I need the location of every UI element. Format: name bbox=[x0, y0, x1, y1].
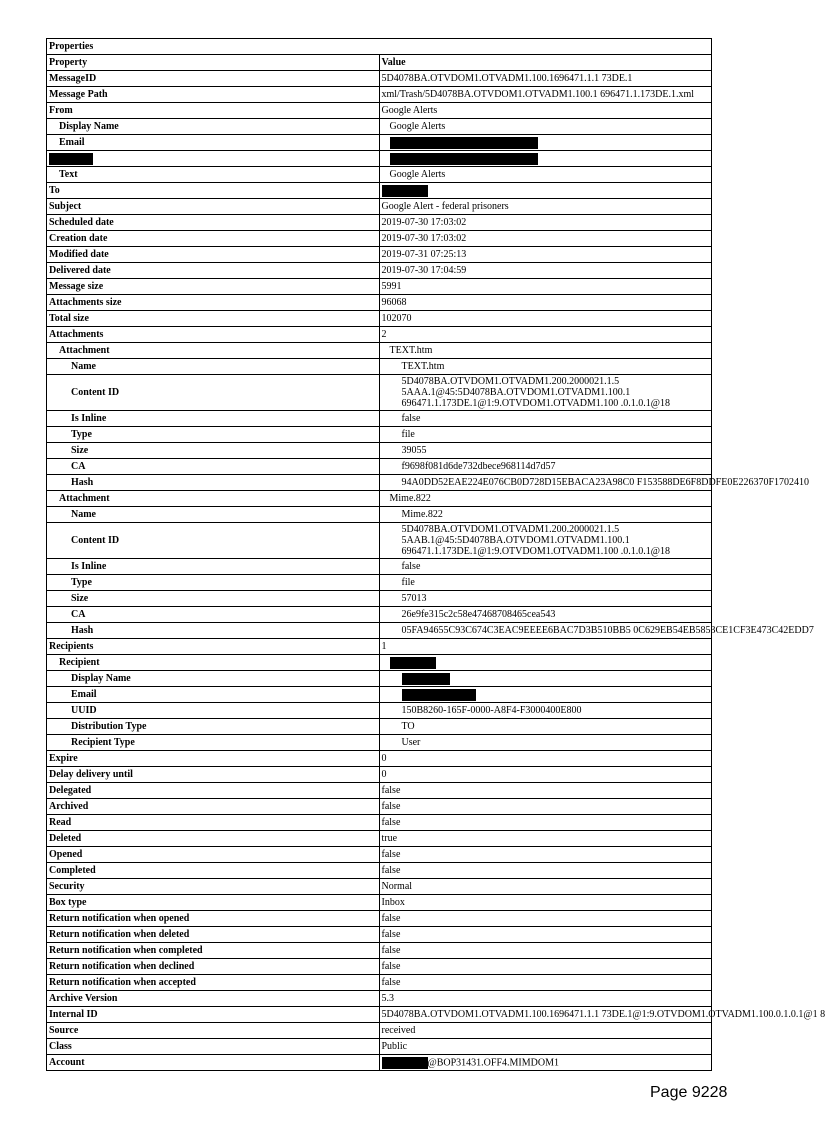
column-header-property: Property bbox=[47, 55, 380, 71]
row-value bbox=[379, 687, 712, 703]
row-label: Return notification when accepted bbox=[47, 975, 380, 991]
row-label: Distribution Type bbox=[47, 719, 380, 735]
row-value: 5D4078BA.OTVDOM1.OTVADM1.100.1696471.1.1 73DE.1@1:9.OTVDOM1.OTVADM1.100.0.1.0.1@1 8 bbox=[379, 1007, 712, 1023]
table-row bbox=[47, 459, 712, 475]
row-value: false bbox=[379, 975, 712, 991]
row-value: received bbox=[379, 1023, 712, 1039]
row-value: false bbox=[379, 911, 712, 927]
row-value: 150B8260-165F-0000-A8F4-F3000400E800 bbox=[379, 703, 712, 719]
row-value: 5.3 bbox=[379, 991, 712, 1007]
row-value: false bbox=[379, 863, 712, 879]
table-row bbox=[47, 863, 712, 879]
row-label: Account bbox=[47, 1055, 380, 1071]
table-row bbox=[47, 943, 712, 959]
table-row bbox=[47, 215, 712, 231]
row-label: UUID bbox=[47, 703, 380, 719]
redaction-block bbox=[382, 185, 428, 197]
redaction-block bbox=[49, 153, 93, 165]
row-label: Attachments bbox=[47, 327, 380, 343]
row-value: User bbox=[379, 735, 712, 751]
table-row bbox=[47, 735, 712, 751]
table-row bbox=[47, 799, 712, 815]
row-label: Attachment bbox=[47, 491, 380, 507]
row-label: Size bbox=[47, 591, 380, 607]
table-row bbox=[47, 199, 712, 215]
row-value: 5991 bbox=[379, 279, 712, 295]
table-row bbox=[47, 475, 712, 491]
table-title: Properties bbox=[47, 39, 712, 55]
row-label: Message Path bbox=[47, 87, 380, 103]
row-value: f9698f081d6de732dbece968114d7d57 bbox=[379, 459, 712, 475]
row-label: Hash bbox=[47, 623, 380, 639]
table-row bbox=[47, 911, 712, 927]
row-value: false bbox=[379, 959, 712, 975]
row-label: Attachments size bbox=[47, 295, 380, 311]
table-row bbox=[47, 327, 712, 343]
row-value: 5D4078BA.OTVDOM1.OTVADM1.100.1696471.1.1 73DE.1 bbox=[379, 71, 712, 87]
table-row bbox=[47, 491, 712, 507]
table-row bbox=[47, 135, 712, 151]
row-value: 102070 bbox=[379, 311, 712, 327]
row-value: false bbox=[379, 927, 712, 943]
table-row bbox=[47, 623, 712, 639]
row-value: 39055 bbox=[379, 443, 712, 459]
row-label: To bbox=[47, 183, 380, 199]
redaction-block bbox=[390, 137, 538, 149]
row-value: 94A0DD52EAE224E076CB0D728D15EBACA23A98C0 F153588DE6F8DDFE0E226370F1702410 bbox=[379, 475, 712, 491]
row-label: Return notification when completed bbox=[47, 943, 380, 959]
table-row bbox=[47, 639, 712, 655]
row-value: Google Alerts bbox=[379, 103, 712, 119]
row-label: Hash bbox=[47, 475, 380, 491]
row-value bbox=[379, 375, 712, 411]
row-label: Security bbox=[47, 879, 380, 895]
row-label: Attachment bbox=[47, 343, 380, 359]
row-label: Total size bbox=[47, 311, 380, 327]
row-value: 2019-07-31 07:25:13 bbox=[379, 247, 712, 263]
row-label: Box type bbox=[47, 895, 380, 911]
table-row bbox=[47, 523, 712, 559]
row-label: Email bbox=[47, 135, 380, 151]
row-label: Message size bbox=[47, 279, 380, 295]
table-row bbox=[47, 703, 712, 719]
table-title-row bbox=[47, 39, 712, 55]
table-row bbox=[47, 655, 712, 671]
row-label: Expire bbox=[47, 751, 380, 767]
row-label: Return notification when deleted bbox=[47, 927, 380, 943]
row-value: false bbox=[379, 411, 712, 427]
table-row bbox=[47, 847, 712, 863]
row-value: 2019-07-30 17:03:02 bbox=[379, 231, 712, 247]
account-domain: @BOP31431.OFF4.MIMDOM1 bbox=[427, 1056, 559, 1068]
row-value: true bbox=[379, 831, 712, 847]
row-label: Content ID bbox=[47, 375, 380, 411]
row-value bbox=[379, 671, 712, 687]
row-value: 2 bbox=[379, 327, 712, 343]
table-row bbox=[47, 151, 712, 167]
row-value bbox=[379, 523, 712, 559]
row-value: Normal bbox=[379, 879, 712, 895]
table-row bbox=[47, 927, 712, 943]
table-header-row bbox=[47, 55, 712, 71]
row-label: Name bbox=[47, 507, 380, 523]
row-label: Name bbox=[47, 359, 380, 375]
table-row bbox=[47, 119, 712, 135]
row-value: TEXT.htm bbox=[379, 343, 712, 359]
row-label bbox=[47, 151, 380, 167]
row-label: Opened bbox=[47, 847, 380, 863]
row-label: Return notification when opened bbox=[47, 911, 380, 927]
table-row bbox=[47, 895, 712, 911]
table-row bbox=[47, 831, 712, 847]
table-row bbox=[47, 767, 712, 783]
row-value: 0 bbox=[379, 767, 712, 783]
row-value: 96068 bbox=[379, 295, 712, 311]
row-value: Inbox bbox=[379, 895, 712, 911]
table-row bbox=[47, 279, 712, 295]
table-row bbox=[47, 991, 712, 1007]
row-value: 57013 bbox=[379, 591, 712, 607]
row-label: Delegated bbox=[47, 783, 380, 799]
row-label: Class bbox=[47, 1039, 380, 1055]
row-label: CA bbox=[47, 607, 380, 623]
table-row bbox=[47, 975, 712, 991]
row-label: Text bbox=[47, 167, 380, 183]
row-label: CA bbox=[47, 459, 380, 475]
row-value bbox=[379, 151, 712, 167]
row-label: Return notification when declined bbox=[47, 959, 380, 975]
row-label: Content ID bbox=[47, 523, 380, 559]
row-value: false bbox=[379, 799, 712, 815]
row-label: Display Name bbox=[47, 671, 380, 687]
row-value: TEXT.htm bbox=[379, 359, 712, 375]
row-value: Mime.822 bbox=[379, 491, 712, 507]
row-value: Google Alerts bbox=[379, 167, 712, 183]
table-row bbox=[47, 879, 712, 895]
row-label: Deleted bbox=[47, 831, 380, 847]
row-label: Type bbox=[47, 575, 380, 591]
redaction-block bbox=[402, 673, 450, 685]
table-row bbox=[47, 559, 712, 575]
table-row bbox=[47, 607, 712, 623]
table-row bbox=[47, 1055, 712, 1071]
table-row bbox=[47, 1039, 712, 1055]
row-label: Completed bbox=[47, 863, 380, 879]
content-id-text: 5D4078BA.OTVDOM1.OTVADM1.200.2000021.1.5 5AAB.1@45:5D4078BA.OTVDOM1.OTVADM1.100.1 696471.1.173DE.1@1:9.OTVDOM1.OTVADM1.100 .0.1.0.1@18 bbox=[401, 524, 671, 557]
table-row bbox=[47, 311, 712, 327]
table-row bbox=[47, 959, 712, 975]
row-value: 05FA94655C93C674C3EAC9EEEE6BAC7D3B510BB5 0C629EB54EB5853CE1CF3E473C42EDD7 bbox=[379, 623, 712, 639]
row-value: file bbox=[379, 575, 712, 591]
table-row bbox=[47, 343, 712, 359]
table-row bbox=[47, 507, 712, 523]
row-label: Email bbox=[47, 687, 380, 703]
row-label: Type bbox=[47, 427, 380, 443]
column-header-value: Value bbox=[379, 55, 712, 71]
row-value: false bbox=[379, 815, 712, 831]
row-value: Google Alerts bbox=[379, 119, 712, 135]
page-number: Page 9228 bbox=[650, 1084, 728, 1101]
properties-table bbox=[46, 38, 825, 1071]
row-label: Modified date bbox=[47, 247, 380, 263]
row-value: Public bbox=[379, 1039, 712, 1055]
row-label: Read bbox=[47, 815, 380, 831]
table-row bbox=[47, 1023, 712, 1039]
table-row bbox=[47, 87, 712, 103]
row-value bbox=[379, 1055, 712, 1071]
table-row bbox=[47, 427, 712, 443]
table-row bbox=[47, 1007, 712, 1023]
row-value bbox=[379, 655, 712, 671]
row-value: 26e9fe315c2c58e47468708465cea543 bbox=[379, 607, 712, 623]
row-label: Recipients bbox=[47, 639, 380, 655]
row-label: Size bbox=[47, 443, 380, 459]
table-row bbox=[47, 375, 712, 411]
row-value bbox=[379, 135, 712, 151]
row-value: 1 bbox=[379, 639, 712, 655]
content-id-text: 5D4078BA.OTVDOM1.OTVADM1.200.2000021.1.5 5AAA.1@45:5D4078BA.OTVDOM1.OTVADM1.100.1 696471.1.173DE.1@1:9.OTVDOM1.OTVADM1.100 .0.1.0.1@18 bbox=[401, 376, 671, 409]
table-row bbox=[47, 411, 712, 427]
row-label: Delivered date bbox=[47, 263, 380, 279]
row-label: Recipient bbox=[47, 655, 380, 671]
row-label: Display Name bbox=[47, 119, 380, 135]
row-value: false bbox=[379, 783, 712, 799]
row-value: 0 bbox=[379, 751, 712, 767]
table-row bbox=[47, 231, 712, 247]
redaction-block bbox=[402, 689, 476, 701]
row-label: Is Inline bbox=[47, 559, 380, 575]
row-label: Source bbox=[47, 1023, 380, 1039]
row-label: Is Inline bbox=[47, 411, 380, 427]
row-value: Mime.822 bbox=[379, 507, 712, 523]
table-row bbox=[47, 247, 712, 263]
table-row bbox=[47, 103, 712, 119]
row-label: Archive Version bbox=[47, 991, 380, 1007]
row-label: Archived bbox=[47, 799, 380, 815]
row-label: Recipient Type bbox=[47, 735, 380, 751]
redaction-block bbox=[390, 153, 538, 165]
table-row bbox=[47, 183, 712, 199]
table-row bbox=[47, 687, 712, 703]
row-label: MessageID bbox=[47, 71, 380, 87]
table-row bbox=[47, 719, 712, 735]
row-label: Scheduled date bbox=[47, 215, 380, 231]
table-row bbox=[47, 671, 712, 687]
row-label: Subject bbox=[47, 199, 380, 215]
row-value: false bbox=[379, 559, 712, 575]
row-value: 2019-07-30 17:04:59 bbox=[379, 263, 712, 279]
table-row bbox=[47, 263, 712, 279]
table-row bbox=[47, 443, 712, 459]
table-row bbox=[47, 359, 712, 375]
row-value: file bbox=[379, 427, 712, 443]
table-row bbox=[47, 575, 712, 591]
table-row bbox=[47, 815, 712, 831]
row-value bbox=[379, 183, 712, 199]
row-label: From bbox=[47, 103, 380, 119]
table-row bbox=[47, 167, 712, 183]
table-row bbox=[47, 71, 712, 87]
table-row bbox=[47, 591, 712, 607]
row-value: TO bbox=[379, 719, 712, 735]
row-value: Google Alert - federal prisoners bbox=[379, 199, 712, 215]
redaction-block bbox=[382, 1057, 428, 1069]
row-value: false bbox=[379, 847, 712, 863]
row-value: xml/Trash/5D4078BA.OTVDOM1.OTVADM1.100.1 696471.1.173DE.1.xml bbox=[379, 87, 712, 103]
row-value: 2019-07-30 17:03:02 bbox=[379, 215, 712, 231]
table-row bbox=[47, 751, 712, 767]
row-label: Creation date bbox=[47, 231, 380, 247]
table-row bbox=[47, 783, 712, 799]
row-label: Delay delivery until bbox=[47, 767, 380, 783]
redaction-block bbox=[390, 657, 436, 669]
row-value: false bbox=[379, 943, 712, 959]
table-row bbox=[47, 295, 712, 311]
row-label: Internal ID bbox=[47, 1007, 380, 1023]
